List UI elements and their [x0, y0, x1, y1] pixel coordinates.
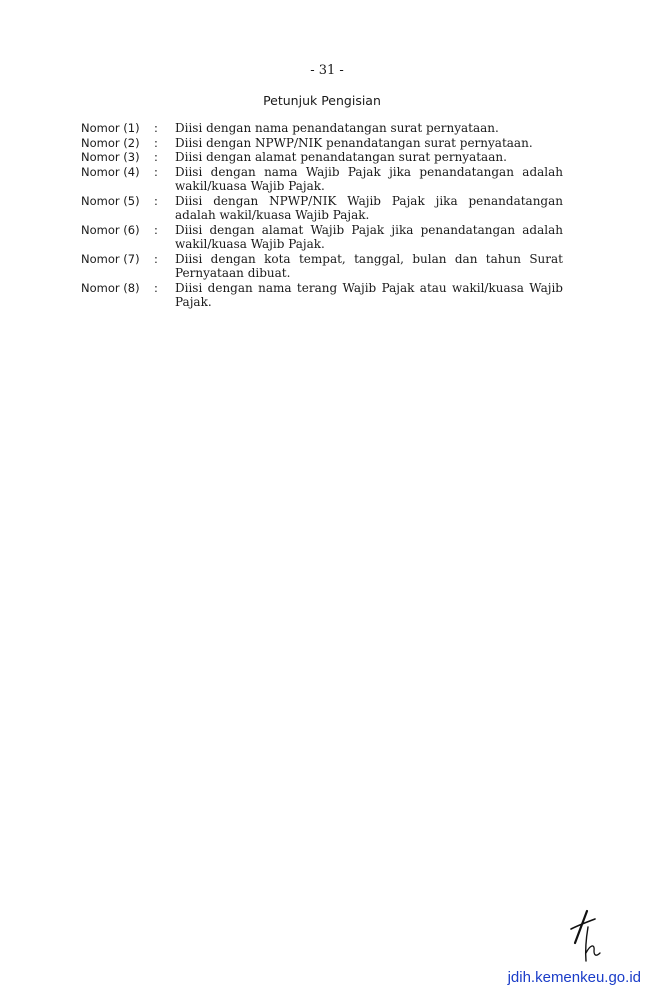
instruction-separator: : [154, 251, 158, 266]
instruction-item [81, 223, 563, 252]
instruction-text: Diisi dengan kota tempat, tanggal, bulan dan tahun Surat Pernyataan dibuat. [175, 251, 563, 280]
instruction-label: Nomor (7) [81, 251, 140, 266]
instruction-label: Nomor (4) [81, 164, 140, 179]
instruction-item [81, 121, 563, 136]
instruction-item [81, 165, 563, 194]
instruction-label: Nomor (8) [81, 280, 140, 295]
instruction-separator: : [154, 121, 158, 135]
instruction-text: Diisi dengan nama Wajib Pajak jika penandatangan adalah wakil/kuasa Wajib Pajak. [175, 164, 563, 193]
section-title: Petunjuk Pengisian [263, 93, 381, 108]
instruction-item [81, 150, 563, 165]
instruction-list [81, 121, 563, 310]
instruction-separator: : [154, 135, 158, 150]
instruction-separator: : [154, 222, 158, 237]
instruction-separator: : [154, 164, 158, 179]
instruction-text: Diisi dengan alamat penandatangan surat pernyataan. [175, 150, 507, 164]
instruction-label: Nomor (1) [81, 121, 140, 135]
instruction-item [81, 136, 563, 151]
instruction-text: Diisi dengan NPWP/NIK penandatangan surat pernyataan. [175, 135, 533, 150]
instruction-item [81, 194, 563, 223]
instruction-separator: : [154, 150, 158, 164]
page-number: - 31 - [310, 63, 344, 78]
instruction-text: Diisi dengan NPWP/NIK Wajib Pajak jika penandatangan adalah wakil/kuasa Wajib Pajak. [175, 193, 563, 222]
instruction-separator: : [154, 193, 158, 208]
instruction-text: Diisi dengan nama terang Wajib Pajak atau wakil/kuasa Wajib Pajak. [175, 280, 563, 309]
website-watermark: jdih.kemenkeu.go.id [507, 969, 641, 986]
instruction-label: Nomor (5) [81, 193, 140, 208]
instruction-item [81, 281, 563, 310]
instruction-label: Nomor (2) [81, 135, 140, 150]
instruction-item [81, 252, 563, 281]
instruction-text: Diisi dengan nama penandatangan surat pernyataan. [175, 121, 499, 135]
instruction-label: Nomor (3) [81, 150, 140, 164]
instruction-separator: : [154, 280, 158, 295]
initials-signature [565, 905, 615, 965]
instruction-label: Nomor (6) [81, 222, 140, 237]
instruction-text: Diisi dengan alamat Wajib Pajak jika penandatangan adalah wakil/kuasa Wajib Pajak. [175, 222, 563, 251]
